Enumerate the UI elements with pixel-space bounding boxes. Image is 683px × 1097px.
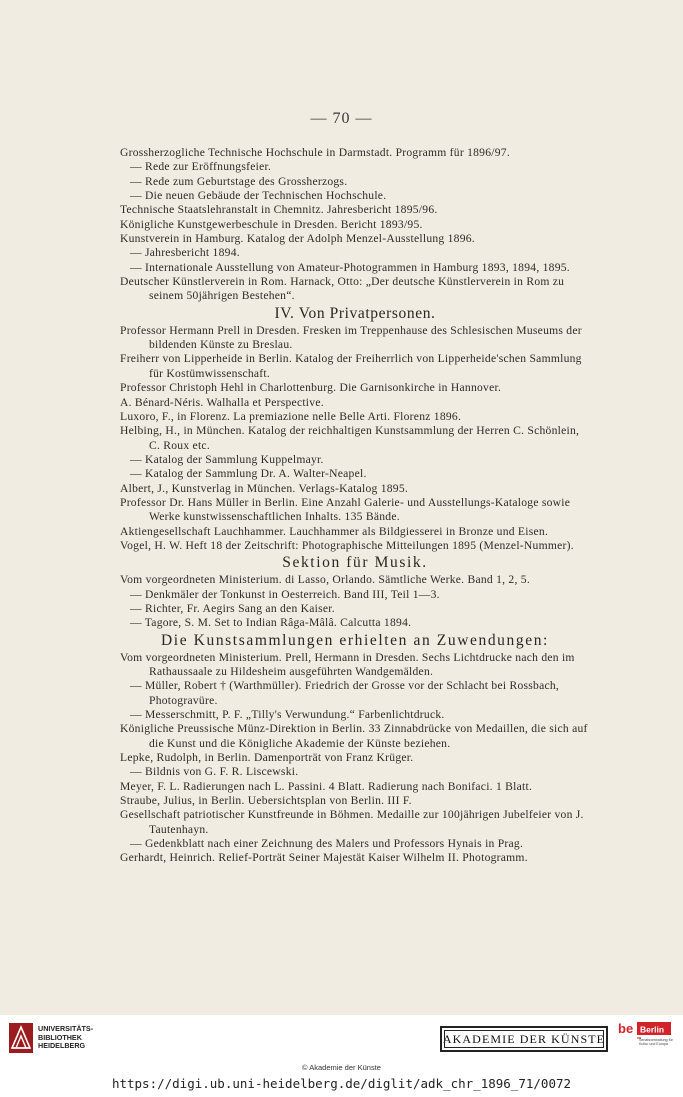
akademie-logo[interactable] — [440, 1026, 608, 1052]
section-heading: Die Kunstsammlungen erhielten an Zuwendungen: — [161, 631, 549, 649]
page-number: — 70 — — [310, 110, 373, 127]
university-library-name-line: BIBLIOTHEK — [38, 1032, 82, 1042]
sub-entry: — Messerschmitt, P. F. „Tilly's Verwundung.“ Farbenlichtdruck. — [130, 708, 445, 722]
section-heading: Sektion für Musik. — [282, 554, 428, 572]
svg-text:be: be — [618, 1021, 634, 1036]
sub-entry: — Rede zur Eröffnungsfeier. — [130, 160, 272, 174]
catalog-entry: Professor Dr. Hans Müller in Berlin. Eine Anzahl Galerie- und Ausstellungs-Kataloge sowie Werke kunstwissenschaftlichen Inhalts. 135 Bände. — [120, 495, 571, 524]
catalog-entry: A. Bénard-Néris. Walhalla et Perspective. — [120, 395, 324, 409]
university-library-name — [38, 1025, 93, 1051]
sub-entry: — Müller, Robert † (Warthmüller). Friedrich der Grosse vor der Schlacht bei Rossbach, Photogravüre. — [130, 679, 560, 707]
catalog-entry: Straube, Julius, in Berlin. Uebersichtsplan von Berlin. III F. — [120, 794, 412, 808]
copyright-notice: © Akademie der Künste — [302, 1063, 381, 1072]
page-url-link[interactable]: https://digi.ub.uni-heidelberg.de/diglit/adk_chr_1896_71/0072 — [111, 1076, 572, 1091]
sub-entry: — Jahresbericht 1894. — [130, 246, 240, 260]
sub-entry: — Tagore, S. M. Set to Indian Râga-Mâlâ. Calcutta 1894. — [130, 616, 412, 630]
sub-entry: — Richter, Fr. Aegirs Sang an den Kaiser. — [130, 601, 335, 615]
sub-entry: — Denkmäler der Tonkunst in Oesterreich. Band III, Teil 1—3. — [130, 587, 440, 601]
university-library-name-line: UNIVERSITÄTS- — [38, 1024, 94, 1034]
catalog-entry: Luxoro, F., in Florenz. La premiazione nelle Belle Arti. Florenz 1896. — [120, 409, 462, 423]
catalog-entry: Königliche Preussische Münz-Direktion in Berlin. 33 Zinnabdrücke von Medaillen, die sich auf die Kunst und die Königliche Akademie der Künste beziehen. — [120, 722, 588, 750]
catalog-entry: Professor Christoph Hehl in Charlottenburg. Die Garnisonkirche in Hannover. — [120, 381, 502, 395]
catalog-entry: Albert, J., Kunstverlag in München. Verlags-Katalog 1895. — [120, 481, 409, 495]
catalog-entry: Freiherr von Lipperheide in Berlin. Katalog der Freiherrlich von Lipperheide'schen Sammlung für Kostümwissenschaft. — [120, 352, 582, 380]
sub-entry: — Rede zum Geburtstage des Grossherzogs. — [130, 174, 348, 188]
catalog-entry: Deutscher Künstlerverein in Rom. Harnack, Otto: „Der deutsche Künstlerverein in Rom zu seinem 50jährigen Bestehen“. — [120, 275, 565, 303]
catalog-entry: Königliche Kunstgewerbeschule in Dresden. Bericht 1893/95. — [120, 217, 423, 231]
sub-entry: — Die neuen Gebäude der Technischen Hochschule. — [130, 189, 387, 203]
berlin-logo-subtext: Senatsverwaltung für Kultur und Europa — [639, 1038, 673, 1047]
catalog-entry: Gerhardt, Heinrich. Relief-Porträt Seiner Majestät Kaiser Wilhelm II. Photogramm. — [120, 851, 528, 865]
akademie-label: AKADEMIE DER KÜNSTE — [442, 1031, 606, 1046]
sub-entry: — Gedenkblatt nach einer Zeichnung des Malers und Professors Hynais in Prag. — [130, 837, 524, 851]
catalog-entry: Aktiengesellschaft Lauchhammer. Lauchhammer als Bildgiesserei in Bronze und Eisen. — [120, 524, 549, 538]
university-library-emblem-icon — [8, 1022, 34, 1054]
catalog-entry: Meyer, F. L. Radierungen nach L. Passini. 4 Blatt. Radierung nach Bonifaci. 1 Blatt. — [120, 779, 533, 793]
catalog-entry: Technische Staatslehranstalt in Chemnitz. Jahresbericht 1895/96. — [120, 203, 438, 217]
catalog-entry: Professor Hermann Prell in Dresden. Fresken im Treppenhause des Schlesischen Museums der bildenden Künste zu Breslau. — [120, 323, 582, 352]
page-body — [120, 146, 590, 866]
catalog-entry: Gesellschaft patriotischer Kunstfreunde in Böhmen. Medaille zur 100jährigen Jubelfeier von J. Tautenhayn. — [120, 808, 584, 836]
sub-entry: — Katalog der Sammlung Kuppelmayr. — [130, 452, 324, 466]
university-library-name-line: HEIDELBERG — [38, 1041, 86, 1051]
catalog-entry: Lepke, Rudolph, in Berlin. Damenporträt von Franz Krüger. — [120, 751, 414, 765]
sub-entry: — Bildnis von G. F. R. Liscewski. — [130, 765, 299, 779]
section-heading: IV. Von Privatpersonen. — [274, 304, 436, 322]
sub-entry: — Internationale Ausstellung von Amateur-Photogrammen in Hamburg 1893, 1894, 1895. — [130, 260, 570, 274]
catalog-entry: Kunstverein in Hamburg. Katalog der Adolph Menzel-Ausstellung 1896. — [120, 232, 475, 246]
catalog-entry: Vogel, H. W. Heft 18 der Zeitschrift: Photographische Mitteilungen 1895 (Menzel-Nummer). — [120, 538, 574, 552]
catalog-entry: Grossherzogliche Technische Hochschule in Darmstadt. Programm für 1896/97. — [120, 146, 510, 159]
catalog-entry: Vom vorgeordneten Ministerium. Prell, Hermann in Dresden. Sechs Lichtdrucke nach den im Rathaussaale zu Hildesheim ausgeführten Wandgemälden. — [120, 650, 575, 678]
university-library-logo[interactable] — [8, 1017, 128, 1059]
catalog-entry: Helbing, H., in München. Katalog der reichhaltigen Kunstsammlung der Herren C. Schönlein, C. Roux etc. — [120, 424, 580, 452]
svg-text:Berlin: Berlin — [640, 1024, 665, 1035]
catalog-entry: Vom vorgeordneten Ministerium. di Lasso, Orlando. Sämtliche Werke. Band 1, 2, 5. — [120, 573, 530, 587]
sub-entry: — Katalog der Sammlung Dr. A. Walter-Neapel. — [130, 467, 367, 481]
